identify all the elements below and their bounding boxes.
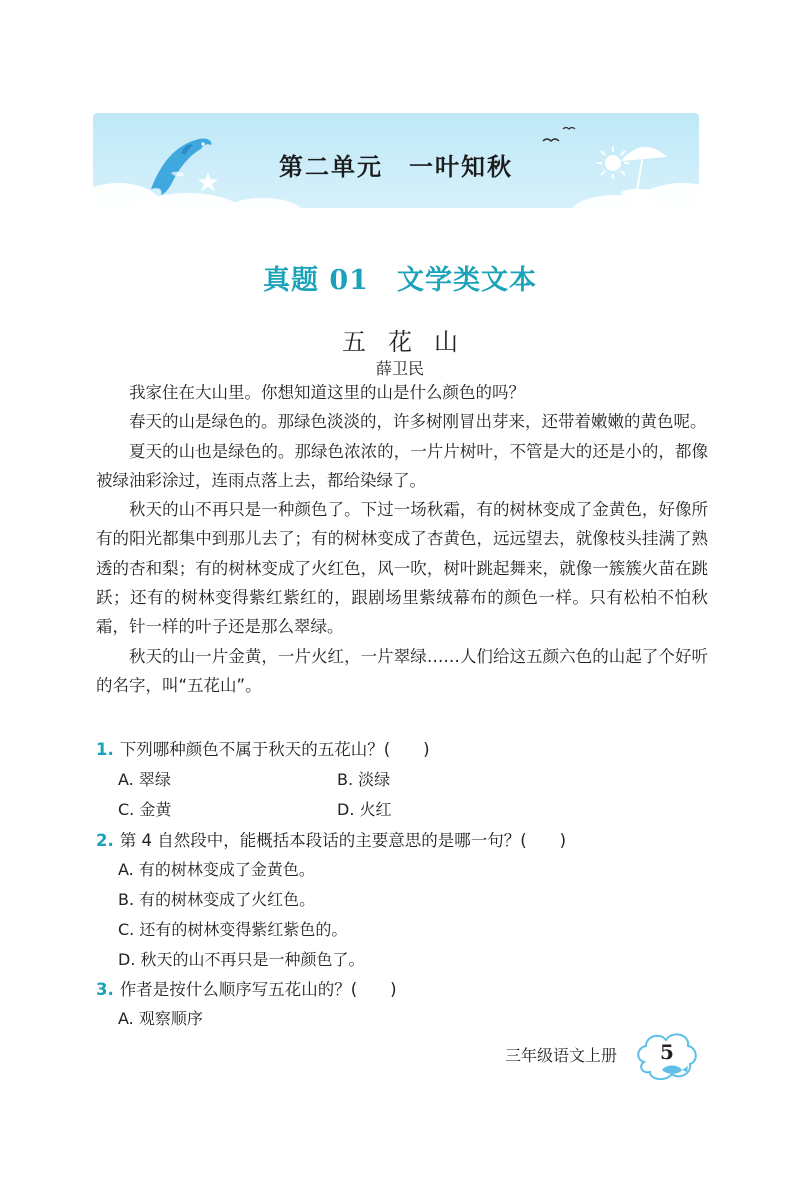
question-number: 3. bbox=[96, 980, 114, 999]
option-2a[interactable]: A. 有的树林变成了金黄色。 bbox=[118, 860, 315, 879]
option-3a[interactable]: A. 观察顺序 bbox=[118, 1009, 203, 1028]
question-number: 1. bbox=[96, 740, 114, 759]
article-title: 五花山 bbox=[342, 328, 480, 356]
section-subtitle: 文学类文本 bbox=[396, 265, 537, 296]
question-text: 下列哪种颜色不属于秋天的五花山？( ) bbox=[119, 740, 430, 759]
question-text: 作者是按什么顺序写五花山的？( ) bbox=[119, 980, 397, 999]
question-2 bbox=[96, 827, 566, 851]
option-1c[interactable]: C. 金黄 bbox=[118, 800, 172, 819]
paragraph: 我家住在大山里。你想知道这里的山是什么颜色的吗？ bbox=[129, 383, 525, 402]
article-body bbox=[96, 378, 708, 700]
question-number: 2. bbox=[96, 831, 114, 850]
book-title: 三年级语文上册 bbox=[505, 1046, 618, 1065]
option-2b[interactable]: B. 有的树林变成了火红色。 bbox=[118, 890, 316, 909]
unit-title: 第二单元 一叶知秋 bbox=[279, 153, 513, 181]
option-1a[interactable]: A. 翠绿 bbox=[118, 770, 171, 789]
section-heading bbox=[0, 258, 800, 297]
unit-banner bbox=[93, 113, 699, 208]
option-1b[interactable]: B. 淡绿 bbox=[337, 770, 391, 789]
option-2c[interactable]: C. 还有的树林变得紫红紫色的。 bbox=[118, 920, 348, 939]
question-text: 第 4 自然段中，能概括本段话的主要意思的是哪一句？( ) bbox=[119, 831, 567, 850]
option-1d[interactable]: D. 火红 bbox=[337, 800, 392, 819]
section-number: 真题 01 bbox=[263, 265, 369, 296]
paragraph: 春天的山是绿色的。那绿色淡淡的，许多树刚冒出芽来，还带着嫩嫩的黄色呢。 bbox=[129, 412, 707, 432]
article-author: 薛卫民 bbox=[375, 359, 424, 378]
paragraph: 夏天的山也是绿色的。那绿色浓浓的，一片片树叶，不管是大的还是小的，都像被绿油彩涂过，连雨点落上去，都给染绿了。 bbox=[96, 441, 708, 490]
question-1 bbox=[96, 736, 430, 760]
option-2d[interactable]: D. 秋天的山不再只是一种颜色了。 bbox=[118, 950, 365, 969]
paragraph: 秋天的山一片金黄，一片火红，一片翠绿……人们给这五颜六色的山起了个好听的名字，叫“五花山”。 bbox=[96, 646, 708, 695]
paragraph: 秋天的山不再只是一种颜色了。下过一场秋霜，有的树林变成了金黄色，好像所有的阳光都集中到那儿去了；有的树林变成了杏黄色，远远望去，就像枝头挂满了熟透的杏和梨；有的树林变成了火红色，风一吹，树叶跳起舞来，就像一簇簇火苗在跳跃；还有的树林变得紫红紫红的，跟剧场里紫绒幕布的颜色一样。只有松柏不怕秋霜，针一样的叶子还是那么翠绿。 bbox=[96, 500, 708, 637]
page-number: 5 bbox=[660, 1040, 674, 1064]
question-3 bbox=[96, 976, 397, 1000]
